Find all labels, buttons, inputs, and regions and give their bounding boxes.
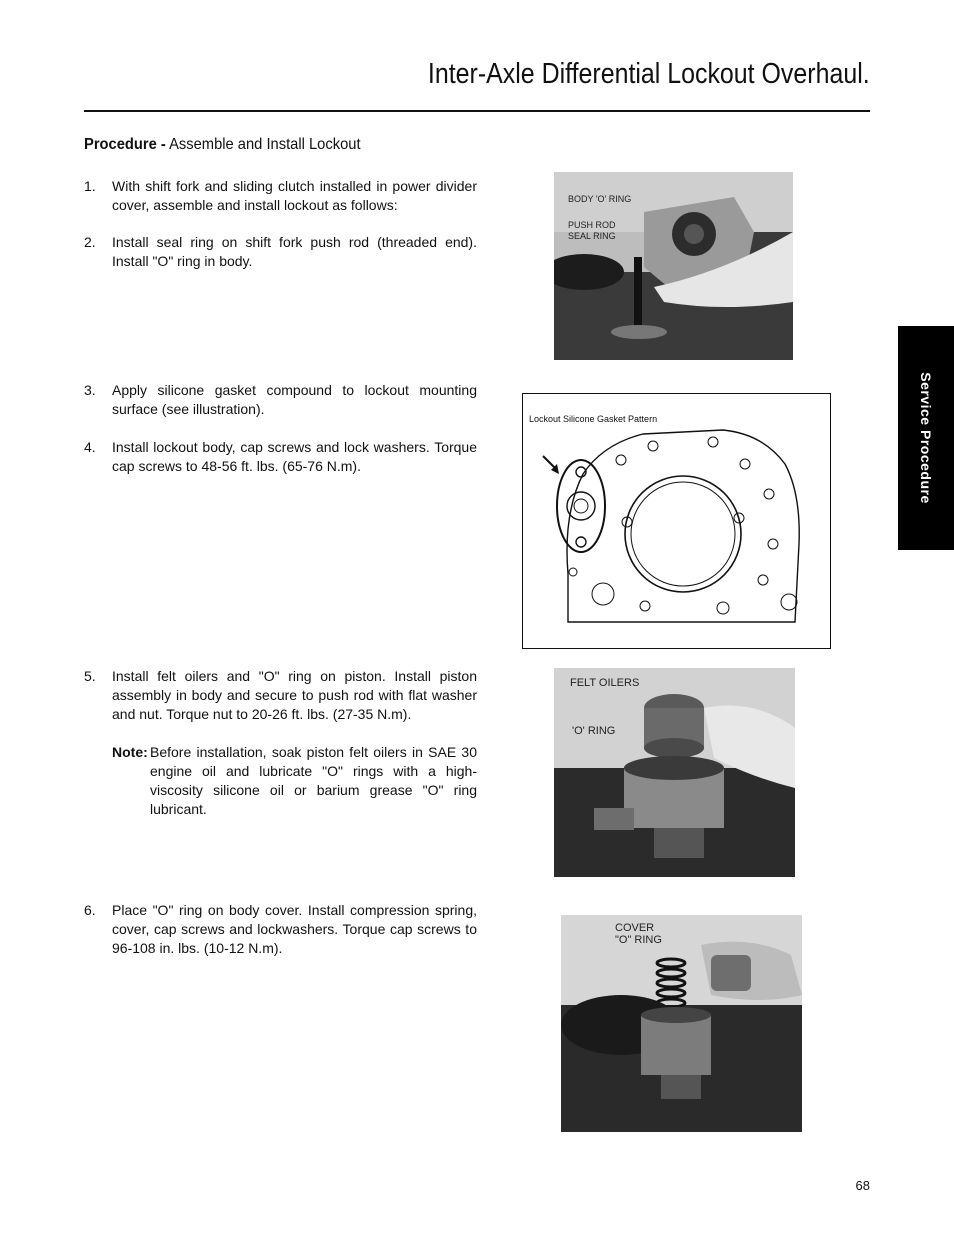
step-text: Install seal ring on shift fork push rod (threaded end). Install "O" ring in body. xyxy=(112,234,477,269)
photo3-label-o-ring: 'O' RING xyxy=(572,725,616,737)
step-1 xyxy=(84,177,477,215)
step-text: Install lockout body, cap screws and lock washers. Torque cap screws to 48-56 ft. lbs. (65-76 N.m). xyxy=(112,439,477,474)
procedure-subtitle: Assemble and Install Lockout xyxy=(169,136,361,153)
note-label: Note: xyxy=(112,744,148,760)
photo3-label-felt-oilers: FELT OILERS xyxy=(570,677,640,689)
photo1-label-body-o-ring: BODY 'O' RING xyxy=(568,194,632,204)
step-text: Place "O" ring on body cover. Install compression spring, cover, cap screws and lockwashers. Torque cap screws to 96-108 in. lbs. (10-12 N.m). xyxy=(112,902,477,956)
note xyxy=(112,743,477,819)
section-side-tab xyxy=(898,326,954,550)
photo-push-rod-seal xyxy=(554,172,793,360)
procedure-heading xyxy=(84,136,361,154)
step-number: 2. xyxy=(84,234,96,250)
side-tab-label: Service Procedure xyxy=(918,372,934,504)
gasket-drawing xyxy=(523,394,830,648)
step-number: 6. xyxy=(84,902,96,918)
page-title: Inter-Axle Differential Lockout Overhaul. xyxy=(428,58,870,90)
photo-cover-o-ring xyxy=(561,915,802,1132)
step-number: 3. xyxy=(84,382,96,398)
step-text: Install felt oilers and "O" ring on piston. Install piston assembly in body and secure to push rod with flat washer and nut. Torque nut to 20-26 ft. lbs. (27-35 N.m). xyxy=(112,668,477,722)
photo1-label-push-rod: PUSH ROD xyxy=(568,220,616,230)
gasket-pattern-diagram xyxy=(522,393,831,649)
step-5 xyxy=(84,667,477,724)
photo1-label-seal-ring: SEAL RING xyxy=(568,231,616,241)
step-text: Apply silicone gasket compound to lockout mounting surface (see illustration). xyxy=(112,382,477,417)
step-number: 1. xyxy=(84,178,96,194)
step-text: With shift fork and sliding clutch installed in power divider cover, assemble and install lockout as follows: xyxy=(112,178,477,213)
photo-felt-oilers xyxy=(554,668,795,877)
step-3 xyxy=(84,381,477,419)
page-number: 68 xyxy=(855,1178,870,1193)
note-text: Before installation, soak piston felt oilers in SAE 30 engine oil and lubricate "O" rings with a high-viscosity silicone oil or barium grease "O" ring lubricant. xyxy=(150,744,477,817)
step-6 xyxy=(84,901,477,958)
step-number: 4. xyxy=(84,439,96,455)
step-4 xyxy=(84,438,477,476)
step-number: 5. xyxy=(84,668,96,684)
photo4-label-cover: COVER xyxy=(615,922,655,934)
step-2 xyxy=(84,233,477,271)
diagram-title: Lockout Silicone Gasket Pattern xyxy=(529,414,658,424)
photo4-label-o-ring: "O" RING xyxy=(615,934,662,946)
procedure-label: Procedure - xyxy=(84,136,166,153)
title-rule xyxy=(84,110,870,112)
